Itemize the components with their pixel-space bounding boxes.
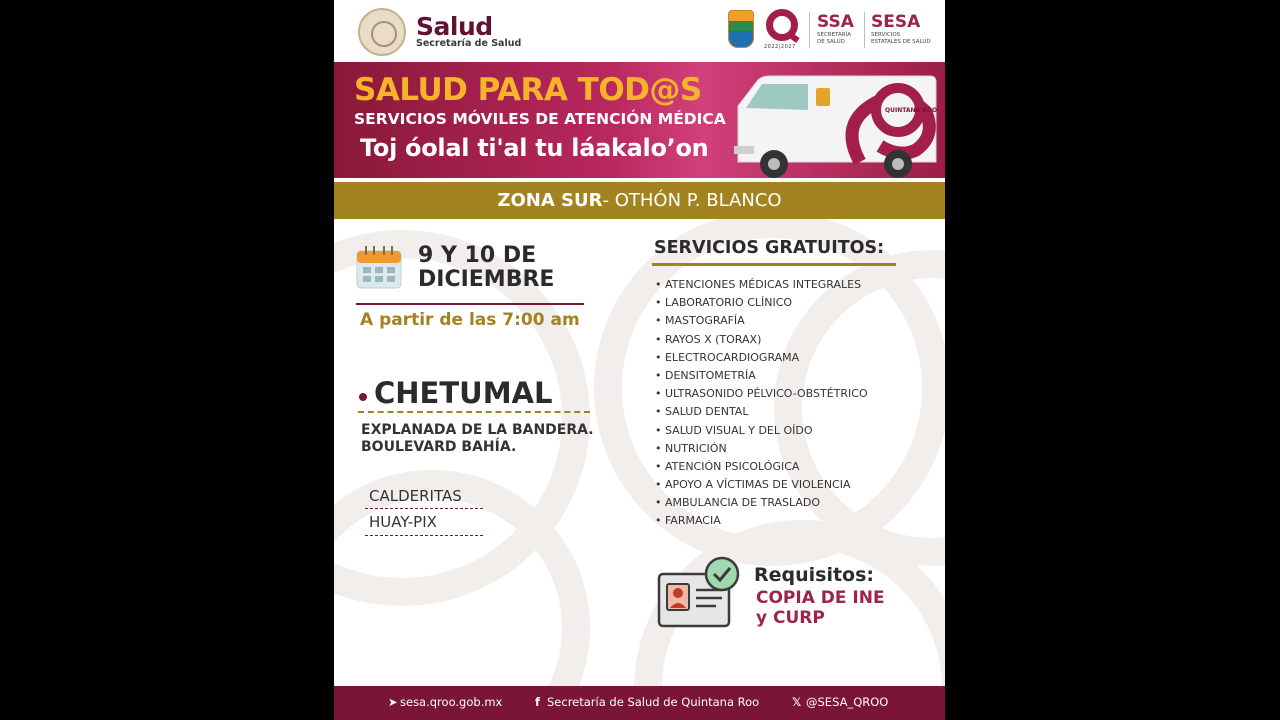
- ssa-subtitle: SECRETARÍA DE SALUD: [817, 32, 852, 45]
- requirements-line1: COPIA DE INE: [756, 588, 885, 608]
- city-name: CHETUMAL: [374, 376, 553, 410]
- address-line1: EXPLANADA DE LA BANDERA.: [361, 422, 594, 438]
- divider: [365, 508, 483, 509]
- zone-label-rest: - OTHÓN P. BLANCO: [602, 190, 782, 211]
- event-date-line2: DICIEMBRE: [418, 267, 555, 292]
- bullet-dot: [359, 393, 367, 401]
- service-item: • RAYOS X (TORAX): [655, 332, 762, 346]
- service-item: • SALUD DENTAL: [655, 405, 749, 419]
- quintana-roo-shield-icon: [728, 10, 754, 48]
- sesa-subtitle: SERVICIOS ESTATALES DE SALUD: [871, 32, 931, 45]
- footer: [334, 686, 945, 720]
- requirements-title: Requisitos:: [754, 564, 875, 586]
- service-item: • ATENCIÓN PSICOLÓGICA: [655, 459, 800, 473]
- address-line2: BOULEVARD BAHÍA.: [361, 439, 517, 455]
- place-huay-pix: HUAY-PIX: [369, 513, 437, 531]
- sesa-title: SESA: [871, 12, 921, 32]
- divider: [809, 12, 810, 48]
- service-item: • MASTOGRAFÍA: [655, 314, 745, 328]
- website-link[interactable]: sesa.qroo.gob.mx: [400, 695, 503, 709]
- services-list: [655, 276, 868, 531]
- address: [361, 422, 594, 456]
- zone-bar: [334, 182, 945, 219]
- brand-name: Salud: [416, 12, 493, 41]
- mobile-clinic-van-icon: [730, 66, 940, 178]
- q-logo-year: 2022|2027: [764, 44, 796, 50]
- banner-subtitle: SERVICIOS MÓVILES DE ATENCIÓN MÉDICA: [354, 110, 726, 128]
- services-title: SERVICIOS GRATUITOS:: [654, 238, 885, 258]
- divider: [652, 263, 896, 266]
- divider: [864, 12, 865, 48]
- ssa-title: SSA: [817, 12, 854, 32]
- mexico-seal-icon: [358, 8, 406, 56]
- service-item: • FARMACIA: [655, 514, 721, 528]
- van-label: QUINTANA ROO: [885, 107, 938, 114]
- cursor-arrow-icon: ➤: [388, 695, 398, 709]
- requirements-line2: y CURP: [756, 608, 825, 628]
- divider: [356, 303, 584, 305]
- header: [334, 0, 945, 62]
- service-item: • NUTRICIÓN: [655, 441, 727, 455]
- divider: [358, 411, 590, 413]
- place-calderitas: CALDERITAS: [369, 487, 462, 505]
- calendar-icon: [356, 245, 402, 289]
- event-time: A partir de las 7:00 am: [360, 310, 580, 330]
- facebook-icon: f: [535, 695, 541, 709]
- poster: [334, 0, 945, 720]
- id-card-check-icon: [656, 556, 740, 630]
- event-date-line1: 9 Y 10 DE: [418, 243, 537, 268]
- hero-banner: [334, 62, 945, 178]
- service-item: • ELECTROCARDIOGRAMA: [655, 350, 800, 364]
- service-item: • DENSITOMETRÍA: [655, 368, 756, 382]
- service-item: • APOYO A VÍCTIMAS DE VIOLENCIA: [655, 478, 851, 492]
- banner-maya-text: Toj óolal ti'al tu láakalo’on: [360, 134, 709, 162]
- service-item: • ULTRASONIDO PÉLVICO-OBSTÉTRICO: [655, 387, 868, 401]
- event-date: [418, 244, 618, 292]
- service-item: • LABORATORIO CLÍNICO: [655, 296, 793, 310]
- requirements-body: [756, 588, 885, 628]
- q-logo-icon: [766, 9, 798, 41]
- brand-subtitle: Secretaría de Salud: [416, 38, 522, 49]
- service-item: • ATENCIONES MÉDICAS INTEGRALES: [655, 278, 862, 291]
- service-item: • SALUD VISUAL Y DEL OÍDO: [655, 423, 813, 437]
- banner-title: SALUD PARA TOD@S: [354, 72, 702, 108]
- service-item: • AMBULANCIA DE TRASLADO: [655, 496, 821, 510]
- facebook-link[interactable]: Secretaría de Salud de Quintana Roo: [547, 695, 760, 709]
- twitter-link[interactable]: @SESA_QROO: [806, 695, 889, 709]
- zone-label-bold: ZONA SUR: [497, 190, 603, 211]
- x-twitter-icon: 𝕏: [792, 695, 802, 709]
- divider: [365, 535, 483, 536]
